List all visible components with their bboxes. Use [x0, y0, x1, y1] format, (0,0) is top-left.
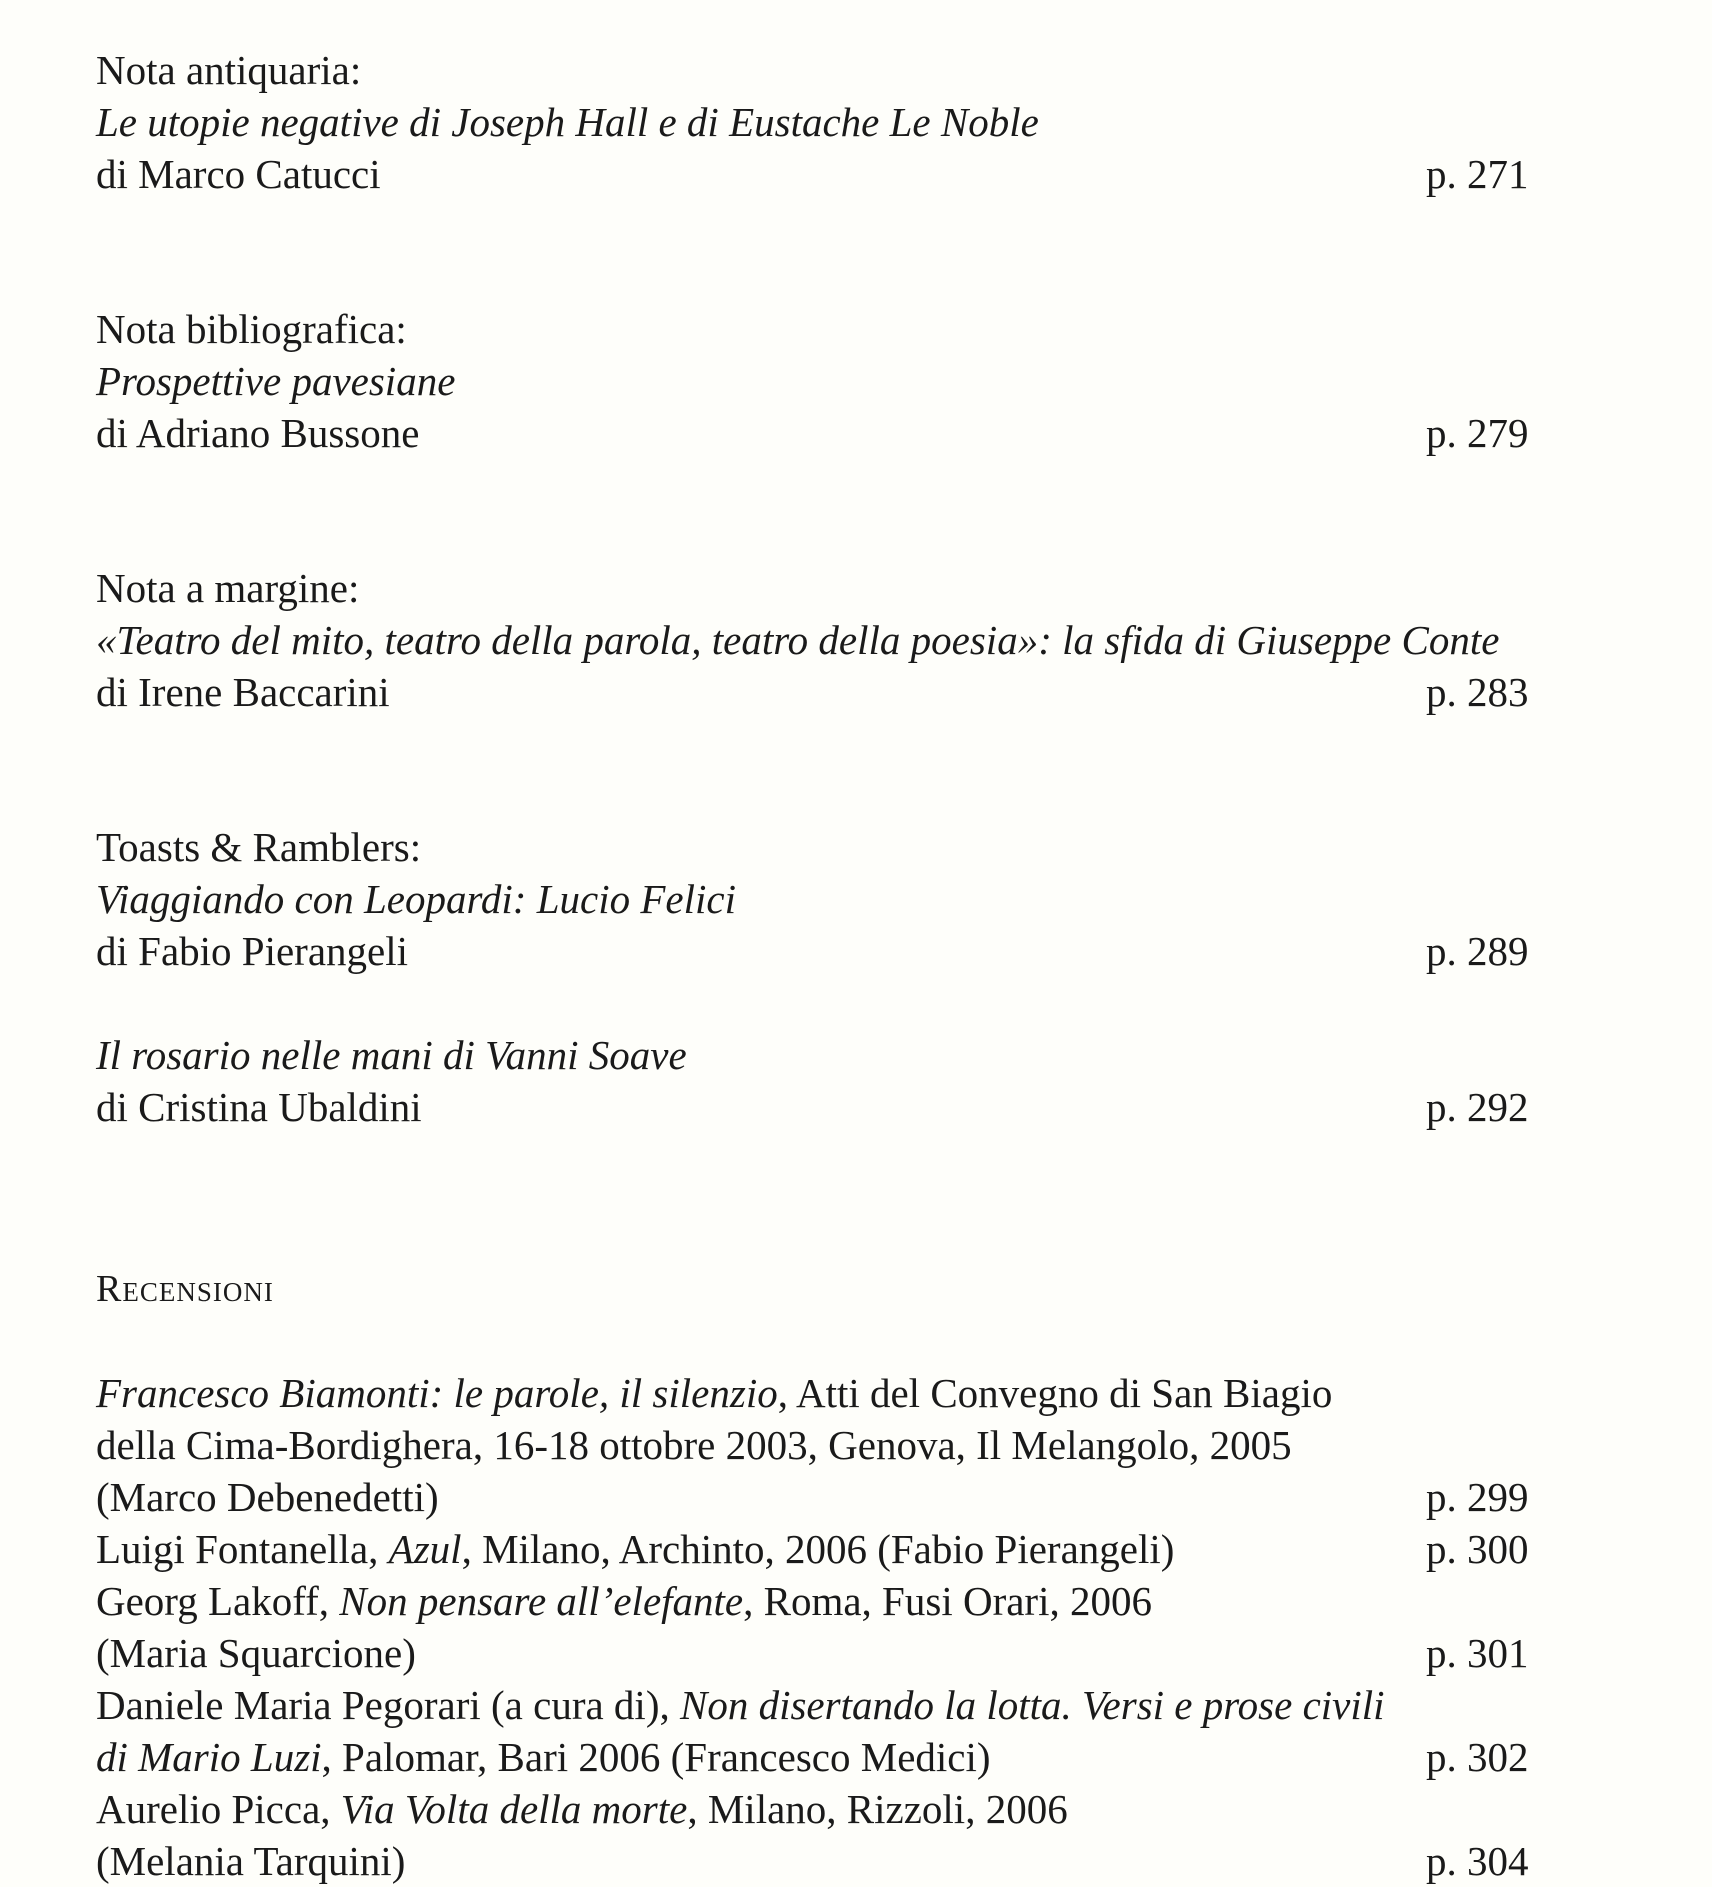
review-entry: [96, 1679, 1546, 1783]
entry-section-label: Nota a margine:: [96, 565, 360, 611]
review-details: , Atti del Convegno di San Biagio: [777, 1370, 1333, 1416]
toc-entry: [96, 303, 1546, 459]
review-book-title: di Mario Luzi: [96, 1734, 322, 1780]
review-page-number: p. 301: [1426, 1630, 1529, 1676]
entry-title: Il rosario nelle mani di Vanni Soave: [96, 1032, 687, 1078]
entry-page-number: p. 279: [1426, 410, 1529, 456]
entry-author: di Irene Baccarini: [96, 669, 390, 715]
entry-page-number: p. 283: [1426, 669, 1529, 715]
entry-author-line: [96, 666, 1546, 718]
review-entry: [96, 1575, 1546, 1679]
review-page-number: p. 299: [1426, 1474, 1529, 1520]
review-book-title: Via Volta della morte: [340, 1786, 688, 1832]
review-details: , Milano, Rizzoli, 2006: [687, 1786, 1068, 1832]
review-author: Daniele Maria Pegorari (a cura di),: [96, 1682, 680, 1728]
review-book-title: Non disertando la lotta. Versi e prose civili: [679, 1682, 1385, 1728]
review-author: Aurelio Picca,: [96, 1786, 341, 1832]
review-entry: [96, 1523, 1546, 1575]
review-details: della Cima-Bordighera, 16-18 ottobre 2003, Genova, Il Melangolo, 2005: [96, 1422, 1292, 1468]
entry-title: Viaggiando con Leopardi: Lucio Felici: [96, 876, 736, 922]
review-entry: [96, 1783, 1546, 1887]
review-details: , Roma, Fusi Orari, 2006: [743, 1578, 1152, 1624]
review-details: , Milano, Archinto, 2006 (Fabio Pierangeli): [461, 1526, 1175, 1572]
review-page-number: p. 300: [1426, 1526, 1529, 1572]
review-book-title: Francesco Biamonti: le parole, il silenzio: [96, 1370, 778, 1416]
review-author: Luigi Fontanella,: [96, 1526, 389, 1572]
entry-author-line: [96, 1081, 1546, 1133]
entry-author: di Fabio Pierangeli: [96, 928, 409, 974]
entry-author-line: [96, 407, 1546, 459]
review-details: , Palomar, Bari 2006 (Francesco Medici): [321, 1734, 991, 1780]
entry-section-label: Nota bibliografica:: [96, 306, 407, 352]
entry-page-number: p. 289: [1426, 928, 1529, 974]
review-page-number: p. 302: [1426, 1734, 1529, 1780]
review-author: Georg Lakoff,: [96, 1578, 340, 1624]
review-reviewer: (Maria Squarcione): [96, 1630, 416, 1676]
entry-title: Prospettive pavesiane: [96, 358, 456, 404]
review-entry: [96, 1367, 1546, 1523]
toc-entry: [96, 562, 1546, 718]
entry-author-line: [96, 925, 1546, 977]
entry-author: di Marco Catucci: [96, 151, 381, 197]
entry-author: di Cristina Ubaldini: [96, 1084, 422, 1130]
entry-page-number: p. 292: [1426, 1084, 1529, 1130]
entry-author-line: [96, 148, 1546, 200]
review-book-title: Azul: [388, 1526, 462, 1572]
toc-entry: [96, 44, 1546, 200]
reviews-heading: Recensioni: [96, 1268, 274, 1310]
entry-section-label: Toasts & Ramblers:: [96, 824, 422, 870]
review-book-title: Non pensare all’elefante: [339, 1578, 744, 1624]
entry-author: di Adriano Bussone: [96, 410, 420, 456]
entry-page-number: p. 271: [1426, 151, 1529, 197]
toc-entry: [96, 1029, 1546, 1133]
table-of-contents-page: [96, 44, 1546, 1887]
review-reviewer: (Marco Debenedetti): [96, 1474, 439, 1520]
toc-entry: [96, 821, 1546, 977]
entry-title: «Teatro del mito, teatro della parola, teatro della poesia»: la sfida di Giuseppe Conte: [96, 617, 1500, 663]
entry-title: Le utopie negative di Joseph Hall e di Eustache Le Noble: [96, 99, 1039, 145]
review-reviewer: (Melania Tarquini): [96, 1838, 406, 1884]
entry-section-label: Nota antiquaria:: [96, 47, 362, 93]
review-page-number: p. 304: [1426, 1838, 1529, 1884]
